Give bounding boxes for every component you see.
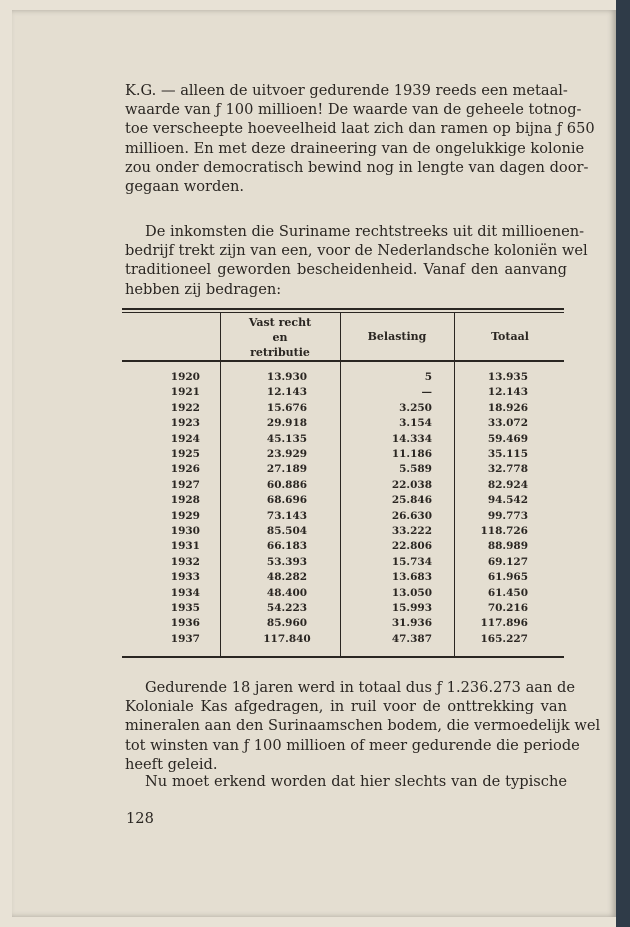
belasting-cell: 22.038: [391, 478, 432, 491]
year-cell: 1925: [170, 448, 200, 460]
year-cell: 1922: [170, 401, 200, 414]
year-cell: 1934: [170, 586, 200, 599]
belasting-cell: 5.589: [399, 463, 432, 476]
totaal-cell: 33.072: [487, 417, 528, 430]
year-cell: 1920: [170, 371, 200, 383]
year-cell: 1932: [170, 555, 200, 568]
column-divider: [454, 313, 455, 656]
header-text: retributie: [250, 346, 310, 359]
totaal-cell: 70.216: [487, 602, 528, 614]
vast-recht-cell: 53.393: [266, 555, 308, 568]
page-number: 128: [126, 810, 154, 827]
year-cell: 1937: [170, 632, 200, 645]
belasting-cell: 47.387: [391, 632, 432, 645]
totaal-cell: 61.450: [487, 586, 528, 599]
header-text: en: [272, 331, 288, 344]
totaal-cell: 88.989: [487, 540, 528, 553]
vast-recht-cell: 60.886: [266, 478, 308, 491]
year-cell: 1921: [170, 386, 200, 399]
text-line: waarde van ƒ 100 millioen! De waarde van de geheele totnog-: [125, 101, 582, 119]
vast-recht-cell: 54.223: [266, 602, 308, 614]
vast-recht-cell: 73.143: [266, 509, 308, 522]
totaal-cell: 18.926: [487, 401, 528, 414]
vast-recht-cell: 29.918: [266, 417, 308, 430]
header-belasting: Belasting: [367, 330, 427, 343]
year-cell: 1926: [170, 463, 200, 476]
year-cell: 1931: [170, 540, 200, 553]
belasting-cell: 15.993: [391, 602, 432, 614]
vast-recht-cell: 13.930: [266, 371, 308, 383]
totaal-cell: 82.924: [487, 478, 528, 491]
column-divider: [220, 313, 221, 656]
year-cell: 1927: [170, 478, 200, 491]
table-bottom-rule: [122, 656, 564, 658]
year-cell: 1935: [170, 602, 200, 614]
header-vast-recht: [222, 315, 338, 360]
text-line: traditioneel geworden bescheidenheid. Vanaf den aanvang: [125, 261, 567, 279]
year-cell: 1930: [170, 525, 200, 537]
totaal-cell: 69.127: [487, 555, 528, 568]
vast-recht-cell: 117.840: [263, 632, 311, 645]
text-line: Gedurende 18 jaren werd in totaal dus ƒ 1.236.273 aan de: [145, 679, 576, 696]
totaal-cell: 32.778: [487, 463, 528, 476]
totaal-cell: 94.542: [487, 494, 528, 507]
paragraph-uitvoer: [125, 81, 595, 196]
totaal-cell: 35.115: [487, 448, 528, 460]
text-line: Koloniale Kas afgedragen, in ruil voor de onttrekking van: [125, 698, 567, 716]
vast-recht-cell: 45.135: [266, 432, 308, 445]
totaal-cell: 61.965: [487, 571, 528, 584]
belasting-cell: 3.250: [399, 401, 432, 414]
header-totaal: Totaal: [491, 330, 529, 343]
vast-recht-cell: 66.183: [266, 540, 308, 553]
belasting-cell: 15.734: [391, 555, 432, 568]
year-cell: 1933: [170, 571, 200, 584]
belasting-cell: 13.683: [391, 571, 432, 584]
totaal-cell: 59.469: [487, 432, 528, 445]
text-line: De inkomsten die Suriname rechtstreeks uit dit millioenen-: [145, 223, 585, 240]
totaal-cell: 12.143: [487, 386, 528, 399]
text-line: zou onder democratisch bewind nog in lengte van dagen door-: [125, 158, 589, 176]
year-cell: 1929: [170, 509, 200, 522]
vast-recht-cell: 48.282: [266, 571, 308, 584]
belasting-cell: 31.936: [391, 617, 432, 630]
paragraph-nu-moet: [125, 772, 567, 791]
belasting-cell: 14.334: [391, 432, 432, 445]
text-line: mineralen aan den Surinaamschen bodem, die vermoedelijk wel: [125, 717, 601, 735]
table-header-rule: [122, 360, 564, 362]
paragraph-gedurende: [125, 678, 601, 774]
totaal-cell: 117.896: [480, 617, 528, 630]
year-cell: 1923: [170, 417, 200, 430]
year-cell: 1924: [170, 432, 200, 445]
text-line: toe verscheepte hoeveelheid laat zich dan ramen op bijna ƒ 650: [125, 120, 595, 138]
totaal-cell: 118.726: [480, 525, 528, 537]
belasting-cell: 11.186: [391, 448, 432, 460]
belasting-cell: 5: [424, 371, 432, 383]
belasting-cell: 33.222: [391, 525, 432, 537]
text-line: millioen. En met deze draineering van de ongelukkige kolonie: [125, 139, 585, 157]
year-cell: 1936: [170, 617, 200, 630]
year-cell: 1928: [170, 494, 200, 507]
revenue-table: [122, 308, 564, 660]
belasting-cell: 25.846: [391, 494, 432, 507]
book-spine-edge: [616, 0, 630, 927]
belasting-cell: —: [421, 386, 432, 399]
vast-recht-cell: 85.504: [266, 525, 308, 537]
belasting-cell: 3.154: [399, 417, 432, 430]
totaal-cell: 99.773: [487, 509, 528, 522]
text-line: gegaan worden.: [125, 178, 245, 196]
book-page: [12, 10, 616, 917]
table-top-rule: [122, 308, 564, 310]
paragraph-inkomsten: [125, 222, 588, 299]
text-line: K.G. — alleen de uitvoer gedurende 1939 reeds een metaal-: [125, 82, 568, 99]
vast-recht-cell: 68.696: [266, 494, 308, 507]
table-top-rule-thin: [122, 312, 564, 313]
text-line: hebben zij bedragen:: [125, 280, 282, 298]
vast-recht-cell: 15.676: [266, 401, 308, 414]
totaal-cell: 13.935: [487, 371, 528, 383]
text-line: bedrijf trekt zijn van een, voor de Nederlandsche koloniën wel: [125, 242, 588, 260]
vast-recht-cell: 23.929: [266, 448, 308, 460]
text-line: heeft geleid.: [125, 755, 218, 773]
belasting-cell: 13.050: [391, 586, 432, 599]
vast-recht-cell: 12.143: [266, 386, 308, 399]
belasting-cell: 22.806: [391, 540, 432, 553]
text-line: tot winsten van ƒ 100 millioen of meer gedurende die periode: [125, 736, 580, 754]
vast-recht-cell: 85.960: [266, 617, 308, 630]
text-line: Nu moet erkend worden dat hier slechts van de typische: [145, 773, 567, 790]
header-text: Vast recht: [248, 316, 312, 329]
belasting-cell: 26.630: [391, 509, 432, 522]
vast-recht-cell: 48.400: [266, 586, 308, 599]
totaal-cell: 165.227: [480, 632, 528, 645]
vast-recht-cell: 27.189: [266, 463, 308, 476]
